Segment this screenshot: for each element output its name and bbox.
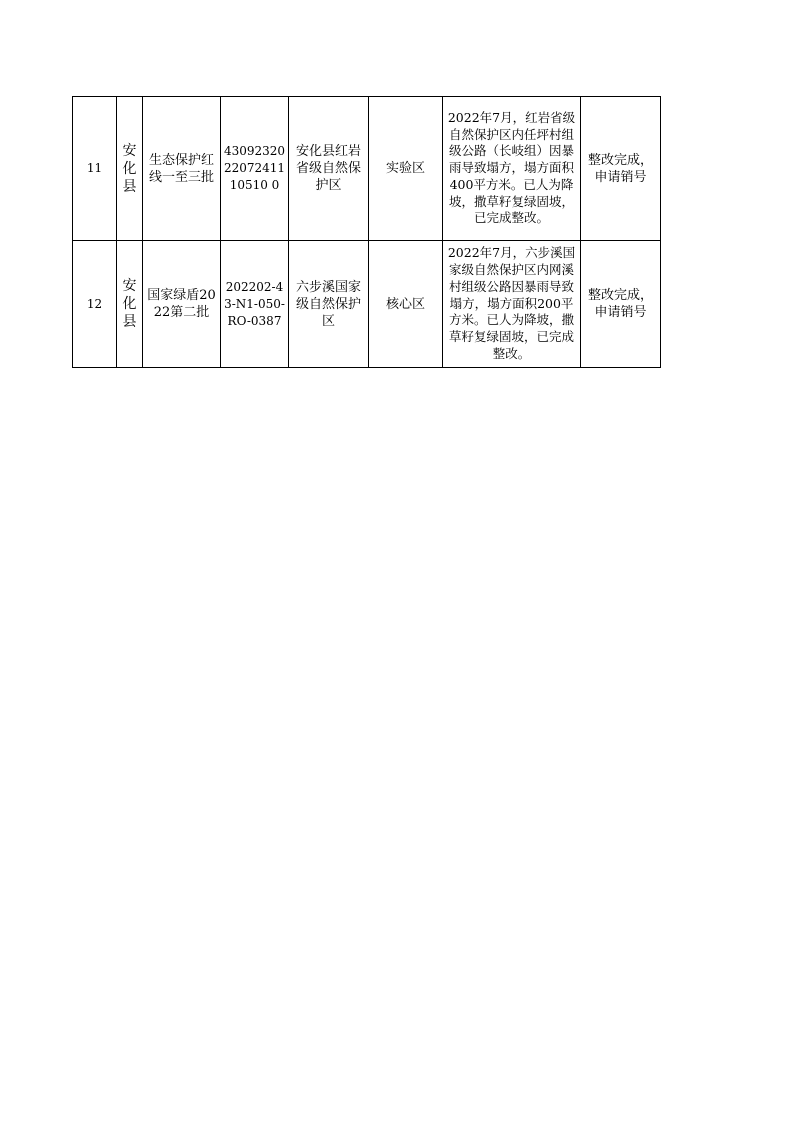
batch-cell: 国家绿盾2022第二批 — [143, 241, 221, 368]
zone-cell: 实验区 — [369, 97, 443, 241]
code-cell: 430923202207241110510 0 — [221, 97, 289, 241]
result-cell: 整改完成，申请销号 — [581, 97, 661, 241]
description-cell: 2022年7月，六步溪国家级自然保护区内网溪村组级公路因暴雨导致塌方，塌方面积200平方米。已人为降坡，撒草籽复绿固坡，已完成整改。 — [443, 241, 581, 368]
zone-cell: 核心区 — [369, 241, 443, 368]
code-cell: 202202-43-N1-050-RO-0387 — [221, 241, 289, 368]
batch-cell: 生态保护红线一至三批 — [143, 97, 221, 241]
records-table — [72, 96, 661, 368]
description-cell: 2022年7月，红岩省级自然保护区内任坪村组级公路（长岐组）因暴雨导致塌方，塌方面积400平方米。已人为降坡，撒草籽复绿固坡，已完成整改。 — [443, 97, 581, 241]
county-cell: 安化县 — [117, 241, 143, 368]
result-cell: 整改完成，申请销号 — [581, 241, 661, 368]
table-row — [73, 241, 661, 368]
reserve-cell: 安化县红岩省级自然保护区 — [289, 97, 369, 241]
reserve-cell: 六步溪国家级自然保护区 — [289, 241, 369, 368]
row-index: 11 — [73, 97, 117, 241]
table-row — [73, 97, 661, 241]
county-cell: 安化县 — [117, 97, 143, 241]
row-index: 12 — [73, 241, 117, 368]
